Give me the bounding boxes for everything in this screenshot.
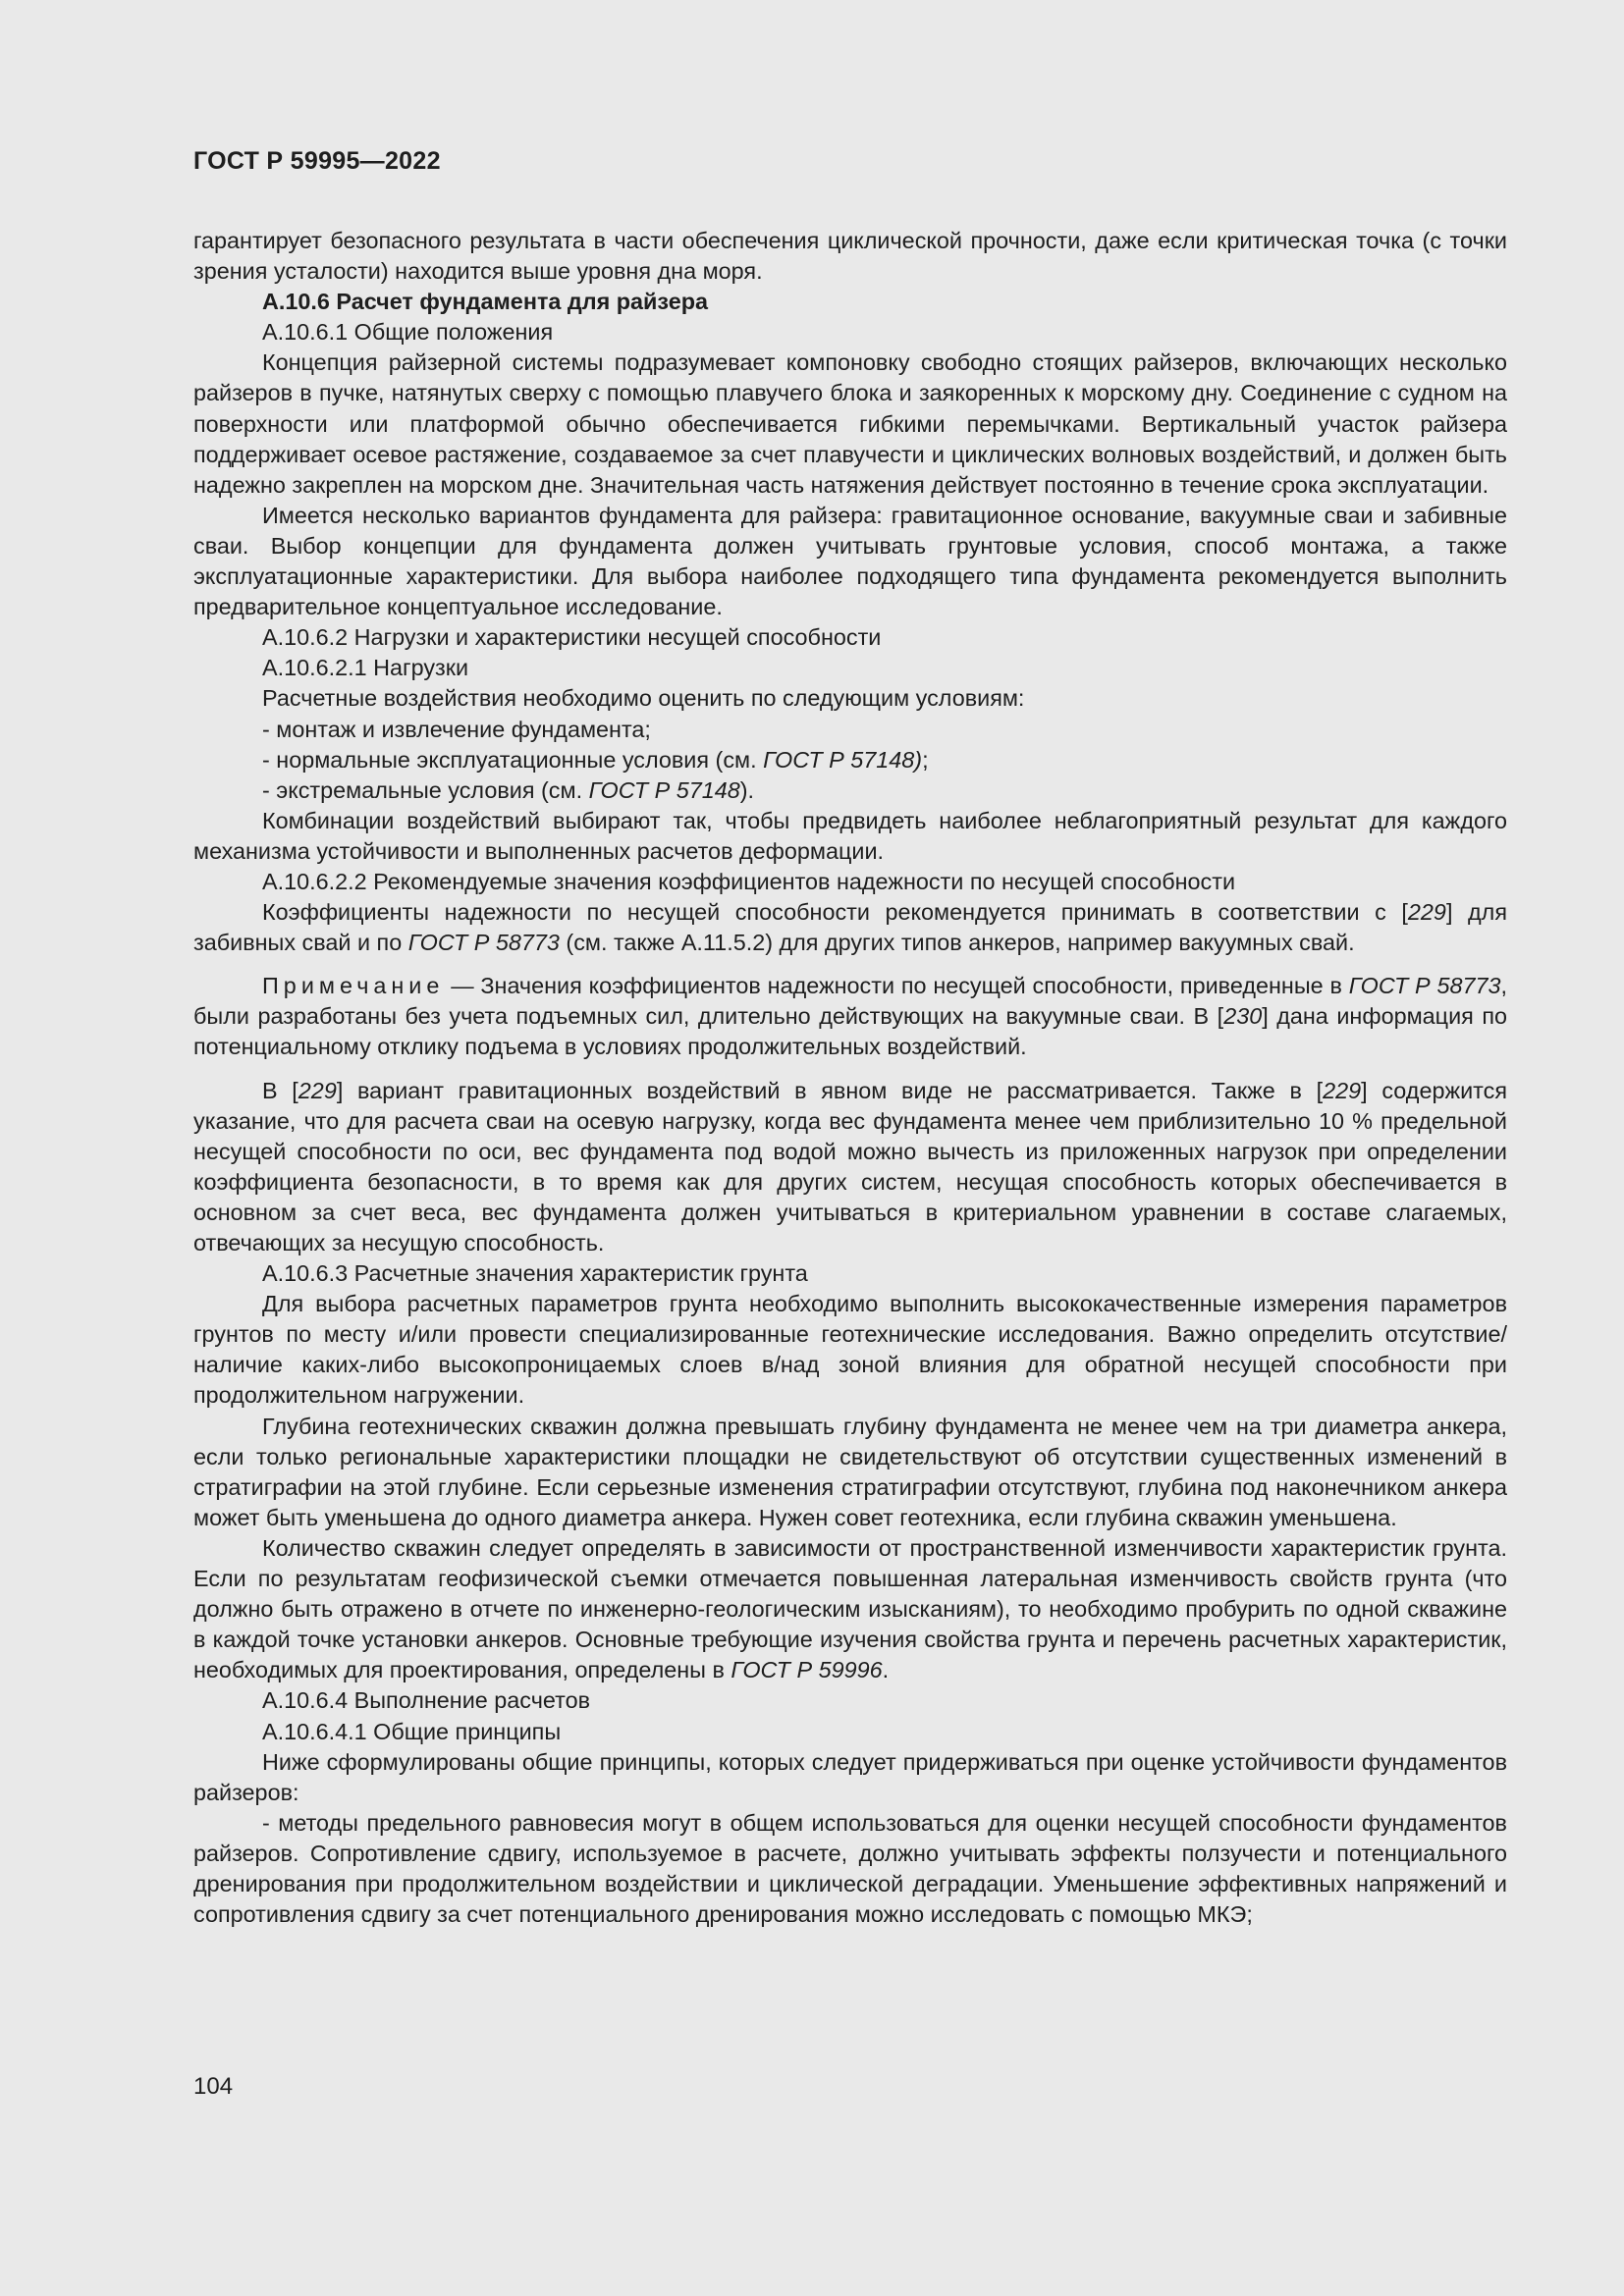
subsection-heading: А.10.6.2.1 Нагрузки (262, 655, 469, 681)
reference: 229 (298, 1077, 337, 1103)
paragraph: Расчетные воздействия необходимо оценить по следующим условиям: (262, 685, 1025, 712)
subsection-heading: А.10.6.4 Выполнение расчетов (262, 1687, 591, 1714)
text-span: ] для забивных свай и по (193, 899, 1507, 956)
text-span: (см. также А.11.5.2) для других типов анкеров, например вакуумных свай. (559, 930, 1355, 956)
text-span: ; (922, 746, 929, 773)
paragraph: Для выбора расчетных параметров грунта необходимо выполнить высококачественные измерения параметров грунтов по месту и/или провести специализированные геотехнические исследования. Важно определить отсутствие/наличие каких-либо высокопроницаемых слоев в/над зоной влияния для обратной несущей способности при продолжительном нагружении. (193, 1291, 1507, 1409)
subsection-heading: А.10.6.1 Общие положения (262, 319, 554, 346)
paragraph: Комбинации воздействий выбирают так, чтобы предвидеть наиболее неблагоприятный результат для каждого механизма устойчивости и выполненных расчетов деформации. (193, 807, 1507, 864)
list-item: - методы предельного равновесия могут в общем использоваться для оценки несущей способности фундаментов райзеров. Сопротивление сдвигу, используемое в расчете, должно учитывать эффекты ползучести и потенциального дренирования при продолжительном воздействии и циклической деградации. Уменьшение эффективных напряжений и сопротивления сдвигу за счет потенциального дренирования можно исследовать с помощью МКЭ; (193, 1809, 1507, 1928)
reference: 229 (1323, 1077, 1362, 1103)
paragraph: Ниже сформулированы общие принципы, которых следует придерживаться при оценке устойчивости фундаментов райзеров: (193, 1748, 1507, 1805)
reference: 229 (1407, 899, 1446, 926)
paragraph (193, 897, 1507, 958)
subsection-heading: А.10.6.2 Нагрузки и характеристики несущей способности (262, 624, 882, 651)
text-span: ). (739, 776, 755, 803)
list-item (193, 745, 1507, 775)
text-span: ] вариант гравитационных воздействий в явном виде не рассматривается. Также в [ (336, 1077, 1324, 1103)
text-span: . (882, 1657, 890, 1683)
paragraph (193, 1533, 1507, 1685)
paragraph: гарантирует безопасного результата в части обеспечения циклической прочности, даже если критическая точка (с точки зрения усталости) находится выше уровня дна моря. (193, 228, 1507, 285)
reference: ГОСТ Р 58773 (407, 930, 560, 956)
page-number: 104 (193, 2073, 234, 2100)
reference: ГОСТ Р 57148 (588, 776, 740, 803)
reference: 230 (1223, 1003, 1263, 1030)
reference: ГОСТ Р 58773 (1348, 973, 1501, 999)
reference: ГОСТ Р 59996 (731, 1657, 883, 1683)
note-label: Примечание (262, 973, 445, 999)
text-span: ] содержится указание, что для расчета сваи на осевую нагрузку, когда вес фундамента менее чем приблизительно 10 % предельной несущей способности по оси, вес фундамента под водой можно вычесть из приложенных нагрузок при определении коэффициента безопасности, в то время как для других систем, несущая способность которых обеспечивается в основном за счет веса, вес фундамента должен учитываться в критериальном уравнении в составе слагаемых, отвечающих за несущую способность. (193, 1077, 1507, 1255)
subsection-heading: А.10.6.4.1 Общие принципы (262, 1718, 562, 1744)
paragraph: Концепция райзерной системы подразумевает компоновку свободно стоящих райзеров, включающих несколько райзеров в пучке, натянутых сверху с помощью плавучего блока и заякоренных к морскому дну. Соединение с судном на поверхности или платформой обычно обеспечивается гибкими перемычками. Вертикальный участок райзера поддерживает осевое растяжение, создаваемое за счет плавучести и циклических волновых воздействий, и должен быть надежно закреплен на морском дне. Значительная часть натяжения действует постоянно в течение срока эксплуатации. (193, 349, 1507, 498)
reference: ГОСТ Р 57148) (763, 746, 923, 773)
text-span: - экстремальные условия (см. (262, 776, 589, 803)
text-span: — Значения коэффициентов надежности по несущей способности, приведенные в (444, 973, 1349, 999)
document-body (193, 226, 1507, 1930)
list-item (193, 775, 1507, 806)
text-span: - нормальные эксплуатационные условия (см. (262, 746, 764, 773)
section-heading: А.10.6 Расчет фундамента для райзера (262, 289, 709, 315)
text-span: Коэффициенты надежности по несущей способности рекомендуется принимать в соответствии с [ (262, 899, 1408, 926)
text-span: Количество скважин следует определять в зависимости от пространственной изменчивости характеристик грунта. Если по результатам геофизической съемки отмечается повышенная латеральная изменчивость свойств грунта (что должно быть отражено в отчете по инженерно-геологическим изысканиям), то необходимо пробурить по одной скважине в каждой точке установки анкеров. Основные требующие изучения свойства грунта и перечень расчетных характеристик, необходимых для проектирования, определены в (193, 1534, 1507, 1683)
paragraph (193, 1076, 1507, 1259)
text-span: В [ (262, 1077, 298, 1103)
paragraph: Имеется несколько вариантов фундамента для райзера: гравитационное основание, вакуумные сваи и забивные сваи. Выбор концепции для фундамента должен учитывать грунтовые условия, способ монтажа, а также эксплуатационные характеристики. Для выбора наиболее подходящего типа фундамента рекомендуется выполнить предварительное концептуальное исследование. (193, 502, 1507, 620)
text-span: ] дана информация по потенциальному отклику подъема в условиях продолжительных воздействий. (193, 1003, 1508, 1060)
paragraph: Глубина геотехнических скважин должна превышать глубину фундамента не менее чем на три диаметра анкера, если только региональные характеристики площадки не свидетельствуют об отсутствии существенных изменений в стратиграфии на этой глубине. Если серьезные изменения стратиграфии отсутствуют, глубина под наконечником анкера может быть уменьшена до одного диаметра анкера. Нужен совет геотехника, если глубина скважин уменьшена. (193, 1413, 1507, 1530)
list-item: - монтаж и извлечение фундамента; (262, 716, 651, 742)
note-paragraph (193, 971, 1507, 1062)
subsection-heading: А.10.6.3 Расчетные значения характеристик грунта (262, 1260, 808, 1287)
subsection-heading: А.10.6.2.2 Рекомендуемые значения коэффициентов надежности по несущей способности (262, 868, 1236, 894)
document-header: ГОСТ Р 59995—2022 (193, 147, 441, 175)
text-span: , были разработаны без учета подъемных сил, длительно действующих на вакуумные сваи. В [ (193, 973, 1507, 1030)
